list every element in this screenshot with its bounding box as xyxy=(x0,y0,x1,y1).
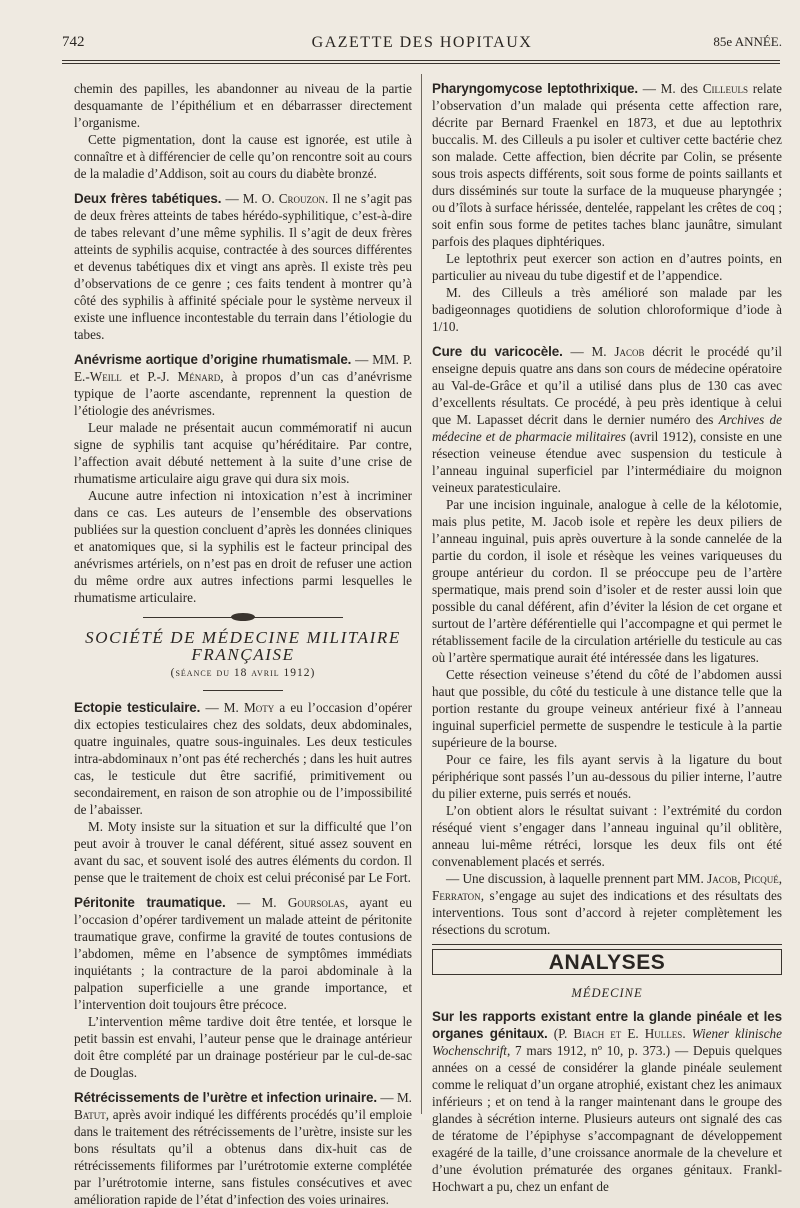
article-title: Anévrisme aortique d’origine rhumatismale. xyxy=(74,352,352,367)
header-rule xyxy=(62,60,780,61)
discussion-paragraph xyxy=(432,870,782,938)
text-run: (P. xyxy=(547,1026,574,1041)
subsection-title: MÉDECINE xyxy=(571,986,643,1000)
right-column xyxy=(432,80,782,1195)
page-number: 742 xyxy=(62,34,85,50)
text-run: — Une discussion, à laquelle prennent part MM. xyxy=(446,871,708,886)
text-run: , 7 mars 1912, nº 10, p. 373.) — xyxy=(506,1043,693,1058)
author-name: Cilleuls xyxy=(702,81,748,96)
left-column xyxy=(74,80,412,1208)
analyses-section-header xyxy=(432,944,782,975)
article-title: Sur les rapports existant entre la glande pinéale et les organes génitaux. xyxy=(432,1009,782,1041)
text-run: a eu l’occasion d’opérer dix ectopies testiculaires chez des soldats, deux abdominales, quatre inguinales, quatre sous-inguinales. Les deux testicules intra-abdominaux n’ont pas été recherchés ; dans les huit autres cas, le testicule dut être sacrifié, primitivement ou secondairement, en raison de son atrophie ou de l’impossibilité de l’abaisser. xyxy=(74,700,412,817)
article-title: Ectopie testiculaire. xyxy=(74,700,201,715)
author-name: Crouzon xyxy=(278,191,325,206)
paragraph: Par une incision inguinale, analogue à celle de la kélotomie, mais plus petite, M. Jacob isole et repère les deux piliers de l’anneau inguinal, puis après ouverture à la sonde cannelée de la partie du cordon, il isole et résèque les veines variqueuses du groupe antérieur du cordon. Il se préoccupe peu de l’artère spermatique, mais prend soin d’isoler et de rester aussi loin que possible du canal déférent, afin d’éviter la lésion de cet organe et surtout de l’artère déférentielle qui l’accompagne et qui permet le rétablissement facile de la circulation artérielle du testicule au cas où l’artère spermatique aurait été intéressée dans les ligatures. xyxy=(432,497,782,665)
text-run: , après avoir indiqué les différents procédés qu’il emploie dans le traitement des rétrécissements de l’urètre, insiste sur les bons résultats qu’il a obtenus dans dix-huit cas de rétrécissements filiformes par l’urétrotomie externe complétée par l’urétrotomie interne, sans fistules consécutives et avec amélioration rapide de l’état d’infection des voies urinaires. xyxy=(74,1107,412,1207)
header-rule-thin xyxy=(62,63,780,64)
text-run: — M. xyxy=(225,895,288,910)
paragraph: M. des Cilleuls a très amélioré son malade par les badigeonnages quotidiens de solution chloroformique d’iode à 1/10. xyxy=(432,285,782,334)
year-label: 85e ANNÉE. xyxy=(713,34,782,49)
text-run: Depuis quelques années on a cessé de considérer la glande pinéale seulement comme le reliquat d’un organe atrophié, existant chez les animaux inférieurs ; et on tend à la ranger maintenant dans le groupe des glandes à sécrétion interne. Plusieurs auteurs ont signalé des cas de tératome de l’épiphyse s’accompagnant de développement exagéré de la taille, d’une croissance anormale de la chevelure et d’une évolution prématurée des organes génitaux. Frankl-Hochwart a pu, chez un enfant de xyxy=(432,1043,782,1194)
article-title: Pharyngomycose leptothrixique. xyxy=(432,81,639,96)
journal-name: Wiener klinische Wochenschrift xyxy=(432,1026,782,1058)
paragraph: Aucune autre infection ni intoxication n’est à incriminer dans ce cas. Les auteurs de l’ensemble des observations publiées sur la question concluent d’après les données cliniques et anatomiques que, si la syphilis est le facteur principal des anévrismes artériels, on n’est pas en droit de refuser une action du même ordre aux autres infections parmi lesquelles le rhumatisme articulaire. xyxy=(74,488,412,605)
society-title: SOCIÉTÉ DE MÉDECINE MILITAIRE FRANÇAISE xyxy=(85,628,401,664)
running-header xyxy=(62,34,782,56)
paragraph: Le leptothrix peut exercer son action en d’autres points, en particulier au niveau du tube digestif et de l’appendice. xyxy=(432,251,782,283)
ornament-divider xyxy=(143,611,343,623)
paragraph: Cette pigmentation, dont la cause est ignorée, est utile à connaître et à différencier de celle qu’on rencontre soit au cours de la maladie d’Addison, soit au cours du diabète bronzé. xyxy=(74,132,412,181)
paragraph: Cette résection veineuse s’étend du côté de l’abdomen aussi haut que possible, du côté du testicule à une distance telle que la portion restante du groupe veineux antérieur fixé à l’anneau inguinal superficiel permette de suspendre le testicule à la partie supérieure de la bourse. xyxy=(432,667,782,750)
author-name: Moty xyxy=(243,700,275,715)
article-title: Deux frères tabétiques. xyxy=(74,191,222,206)
text-run: — M. xyxy=(376,1090,412,1105)
text-run: , ayant eu l’occasion d’opérer tardivement un malade atteint de péritonite traumatique grave, confirme la gravité de toutes contusions de l’abdomen, même en l’absence de symptômes immédiats inquiétants ; la contracture de la paroi abdominale à la palpation superficielle a une grande importance, et l’intervention doit toujours être précoce. xyxy=(74,895,412,1012)
session-date: (séance du 18 avril 1912) xyxy=(170,667,316,679)
text-run: — M. O. xyxy=(221,191,279,206)
text-run: décrit le procédé qu’il enseigne depuis quatre ans dans son cours de médecine opératoire au Val-de-Grâce et qu’il a utilisé dans plus de 130 cas avec d’excellents résultats. Ce procédé, à peu près identique à celui que M. Lapasset décrit dans le dernier numéro des xyxy=(432,344,782,427)
author-name: Batut xyxy=(74,1107,106,1122)
author-name: Ménard xyxy=(177,369,221,384)
paragraph: L’intervention même tardive doit être tentée, et lorsque le petit bassin est envahi, l’auteur pense que le drainage antérieur doit être complété par un drainage postérieur par le cul-de-sac de Douglas. xyxy=(74,1014,412,1080)
article-title: Cure du varicocèle. xyxy=(432,344,563,359)
paragraph: Leur malade ne présentait aucun commémoratif ni aucun signe de syphilis tant acquise qu’héréditaire. Par contre, l’affection avait débuté nettement à la suite d’une crise de rhumatisme articulaire aigu grave qui dura six mois. xyxy=(74,420,412,486)
text-run: — M. xyxy=(562,344,615,359)
text-run: (avril 1912), consiste en une résection veineuse étendue avec suspension du testicule à l’anneau inguinal superficiel par l’intermédiaire du moignon veineux paratesticulaire. xyxy=(432,429,782,495)
section-rule xyxy=(432,944,782,945)
text-run: et P.-J. xyxy=(121,369,178,384)
text-run: — M. des xyxy=(638,81,703,96)
text-run: , s’engage au sujet des indications et des résultats des interventions. Tous sont d’accord à rejeter complètement les résections du scrotum. xyxy=(432,888,782,937)
text-run: — MM. P. E.- xyxy=(74,352,412,384)
article-title: Rétrécissements de l’urètre et infection urinaire. xyxy=(74,1090,377,1105)
text-run: — M. xyxy=(200,700,244,715)
author-name: Goursolas xyxy=(287,895,345,910)
paragraph: chemin des papilles, les abandonner au niveau de la partie desquamante de l’épithélium et en débarrasser directement l’organisme. xyxy=(74,81,412,130)
analyses-title: ANALYSES xyxy=(432,949,782,975)
text-run: . xyxy=(682,1026,692,1041)
author-names: Jacob, Picqué, Ferraton xyxy=(432,871,783,903)
author-name: Weill xyxy=(89,369,122,384)
text-run: relate l’observation d’un malade qui présenta cette affection rare, décrite par Bernard Fraenkel en 1873, et due au leptothrix buccalis. M. des Cilleuls a pu isoler et cultiver cette bactérie chez son malade. Cette affection, bien décrite par Colin, se présente sous trois aspects différents, soit sous forme de points saillants et durs disséminés sur toute la surface de la muqueuse pharyngée ; ou d’îlots à surface hérissée, dentelée, rappelant les crêtes de coq ; soit enfin sous forme de petites taches blanc jaunâtre, simulant parfois des plaques diphtériques. xyxy=(432,81,782,249)
column-divider xyxy=(421,74,422,1114)
author-name: Jacob xyxy=(614,344,645,359)
journal-name: Archives de médecine et de pharmacie militaires xyxy=(432,412,782,444)
paragraph: L’on obtient alors le résultat suivant : l’extrémité du cordon réséqué vient s’engager dans l’anneau inguinal qu’il oblitère, anneau lui-même rétréci, lorsque les deux fils ont été convenablement placés et serrés. xyxy=(432,803,782,869)
short-rule xyxy=(203,690,283,691)
article-title: Péritonite traumatique. xyxy=(74,895,226,910)
paragraph: Pour ce faire, les fils ayant servis à la ligature du bout périphérique sont passés l’un au-dessous du pilier interne, l’autre du pilier externe, puis serrés et noués. xyxy=(432,752,782,801)
text-run: . Il ne s’agit pas de deux frères atteints de tabes hérédo-syphilitique, c’est-à-dire de tabes relevant d’une même syphilis. Il s’agit de deux frères atteints de syphilis acquise, contractée à des sources différentes et devenus tabétiques dix et vingt ans après. Il existe très peu d’observations de ce genre ; ces faits tendent à montrer qu’à côté des syphilis à affinité spéciale pour le système nerveux il existe une influence incontestable du terrain dans l’étiologie du tabes. xyxy=(74,191,412,342)
author-names: Biach et E. Hulles xyxy=(573,1026,683,1041)
journal-title: GAZETTE DES HOPITAUX xyxy=(311,34,533,51)
text-run: , à propos d’un cas d’anévrisme typique de l’aorte ascendante, reprennent la question de l’étiologie des anévrismes. xyxy=(74,369,412,418)
paragraph: M. Moty insiste sur la situation et sur la difficulté que l’on peut avoir à trouver le canal déférent, situé assez souvent en avant du sac, et souvent isolé des autres éléments du cordon. Il pense que le traitement de choix est celui préconisé par Le Fort. xyxy=(74,819,412,885)
